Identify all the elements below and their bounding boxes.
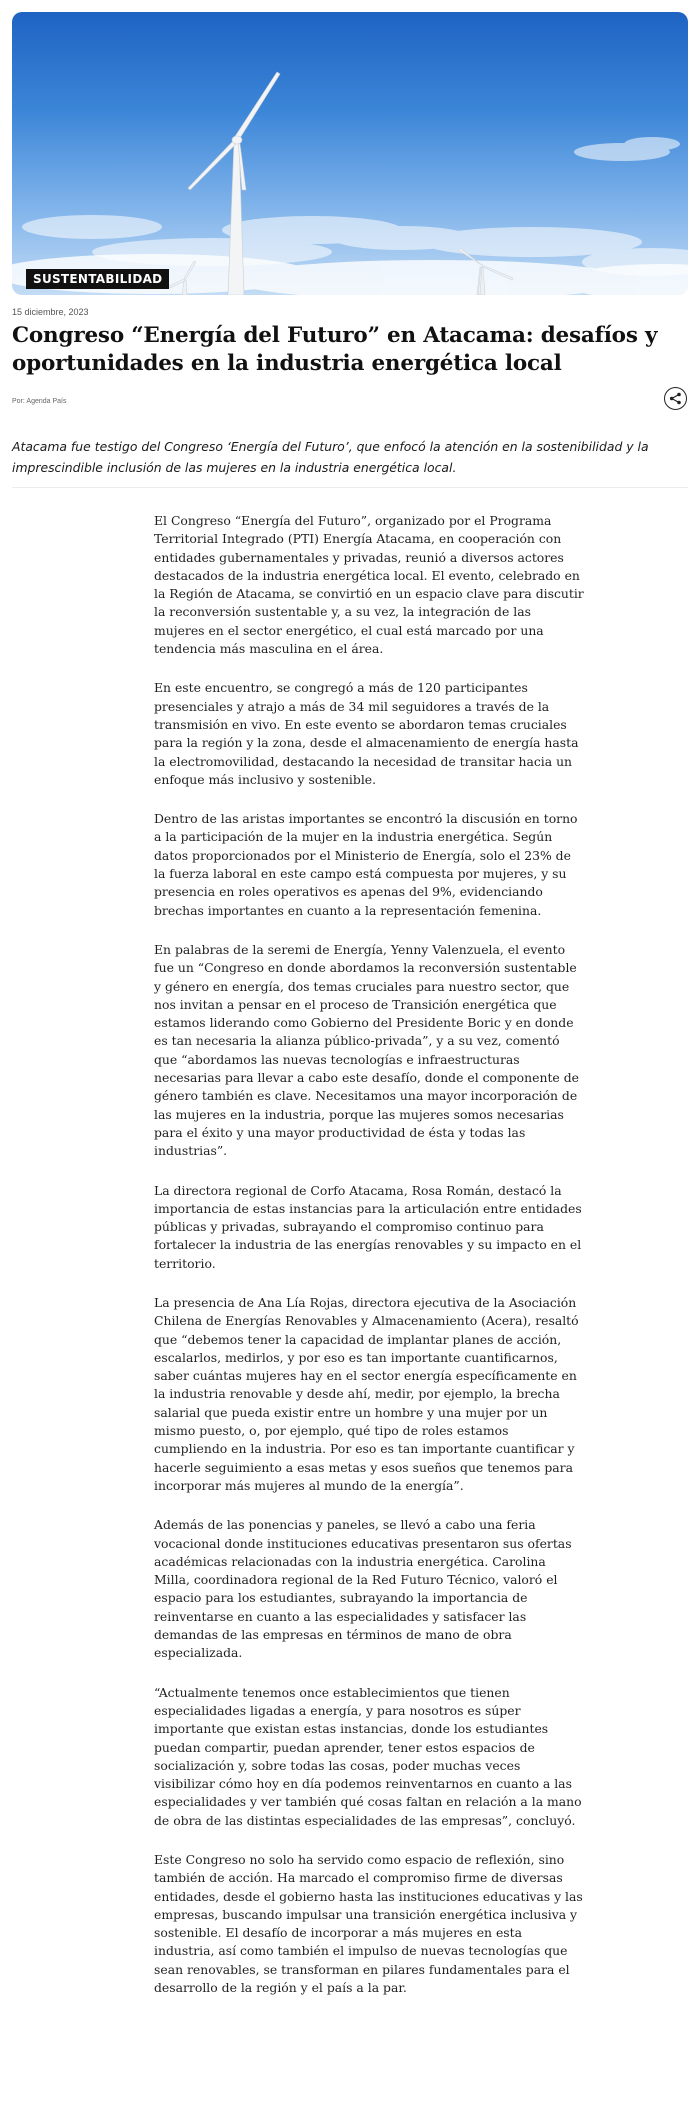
article-paragraph: El Congreso “Energía del Futuro”, organizado por el Programa Territorial Integrado (PTI) Energía Atacama, en cooperación con entidades gubernamentales y privadas, reunió a diversos actores destacados de la industria energética local. El evento, celebrado en la Región de Atacama, se convirtió en un espacio clave para discutir la reconversión sustentable y, a su vez, la integración de las mujeres en el sector energético, el cual está marcado por una tendencia más masculina en el área. [154,513,584,657]
article-paragraph: En palabras de la seremi de Energía, Yenny Valenzuela, el evento fue un “Congreso en donde abordamos la reconversión sustentable y género en energía, dos temas cruciales para nuestro sector, que nos invitan a pensar en el proceso de Transición energética que estamos liderando como Gobierno del Presidente Boric y en donde es tan necesaria la alianza público-privada”, y a su vez, comentó que “abordamos las nuevas tecnologías e infraestructuras necesarias para llevar a cabo este desafío, donde el componente de género también es clave. Necesitamos una mayor incorporación de las mujeres en la industria, porque las mujeres somos necesarias para el éxito y una mayor productividad de ésta y todas las industrias”. [154,941,579,1159]
category-badge[interactable]: SUSTENTABILIDAD [26,269,169,289]
article-paragraph: Este Congreso no solo ha servido como espacio de reflexión, sino también de acción. Ha marcado el compromiso firme de diversas entidades, desde el gobierno hasta las instituciones educativas y las empresas, buscando impulsar una transición energética inclusiva y sostenible. El desafío de incorporar a más mujeres en esta industria, así como también el impulso de nuevas tecnologías que sean renovables, se transforman en pilares fundamentales para el desarrollo de la región y el país a la par. [154,1852,583,1996]
article-title: Congreso “Energía del Futuro” en Atacama: desafíos y oportunidades en la industria energética local [12,323,658,376]
article-paragraph: Dentro de las aristas importantes se encontró la discusión en torno a la participación de la mujer en la industria energética. Según datos proporcionados por el Ministerio de Energía, solo el 23% de la fuerza laboral en este campo está compuesta por mujeres, y su presencia en roles operativos es apenas del 9%, evidenciando brechas importantes en cuanto a la representación femenina. [154,811,578,918]
article-paragraph: La directora regional de Corfo Atacama, Rosa Román, destacó la importancia de estas instancias para la articulación entre entidades públicas y privadas, subrayando el compromiso continuo para fortalecer la industria de las energías renovables y su impacto en el territorio. [154,1182,582,1271]
hero-image [12,12,688,295]
wind-turbine-illustration [12,12,688,295]
divider [12,487,688,488]
share-button[interactable] [664,387,687,410]
article-byline: Por: Agenda País [12,398,67,405]
article-lead: Atacama fue testigo del Congreso ‘Energía del Futuro’, que enfocó la atención en la sostenibilidad y la imprescindible inclusión de las mujeres en la industria energética local. [12,439,649,475]
article-paragraph: Además de las ponencias y paneles, se llevó a cabo una feria vocacional donde instituciones educativas presentaron sus ofertas académicas relacionadas con la industria energética. Carolina Milla, coordinadora regional de la Red Futuro Técnico, valoró el espacio para los estudiantes, subrayando la importancia de reinventarse en cuanto a las especialidades y satisfacer las demandas de las empresas en términos de mano de obra especializada. [154,1517,572,1661]
article-paragraph: La presencia de Ana Lía Rojas, directora ejecutiva de la Asociación Chilena de Energías Renovables y Almacenamiento (Acera), resaltó que “debemos tener la capacidad de implantar planes de acción, escalarlos, medirlos, y por eso es tan importante cuantificarnos, saber cuántas mujeres hay en el sector energía específicamente en la industria renovable y desde ahí, medir, por ejemplo, la brecha salarial que pueda existir entre un hombre y una mujer por un mismo puesto, o, por ejemplo, qué tipo de roles estamos cumpliendo en la industria. Por eso es tan importante cuantificar y hacerle seguimiento a esas metas y esos sueños que tenemos para incorporar más mujeres al mundo de la energía”. [154,1294,579,1493]
share-icon [669,392,682,405]
article-body [154,512,584,2018]
article-date: 15 diciembre, 2023 [12,307,89,317]
article-paragraph: En este encuentro, se congregó a más de 120 participantes presenciales y atrajo a más de 34 mil seguidores a través de la transmisión en vivo. En este evento se abordaron temas cruciales para la región y la zona, desde el almacenamiento de energía hasta la electromovilidad, destacando la necesidad de transitar hacia un enfoque más inclusivo y sostenible. [154,680,579,787]
article-paragraph: “Actualmente tenemos once establecimientos que tienen especialidades ligadas a energía, y para nosotros es súper importante que existan estas instancias, donde los estudiantes puedan compartir, puedan aprender, tener estos espacios de socialización y, sobre todas las cosas, poder muchas veces visibilizar cómo hoy en día podemos reinventarnos en cuanto a las especialidades y ver también qué cosas faltan en relación a la mano de obra de las distintas especialidades de las empresas”, concluyó. [154,1684,582,1828]
